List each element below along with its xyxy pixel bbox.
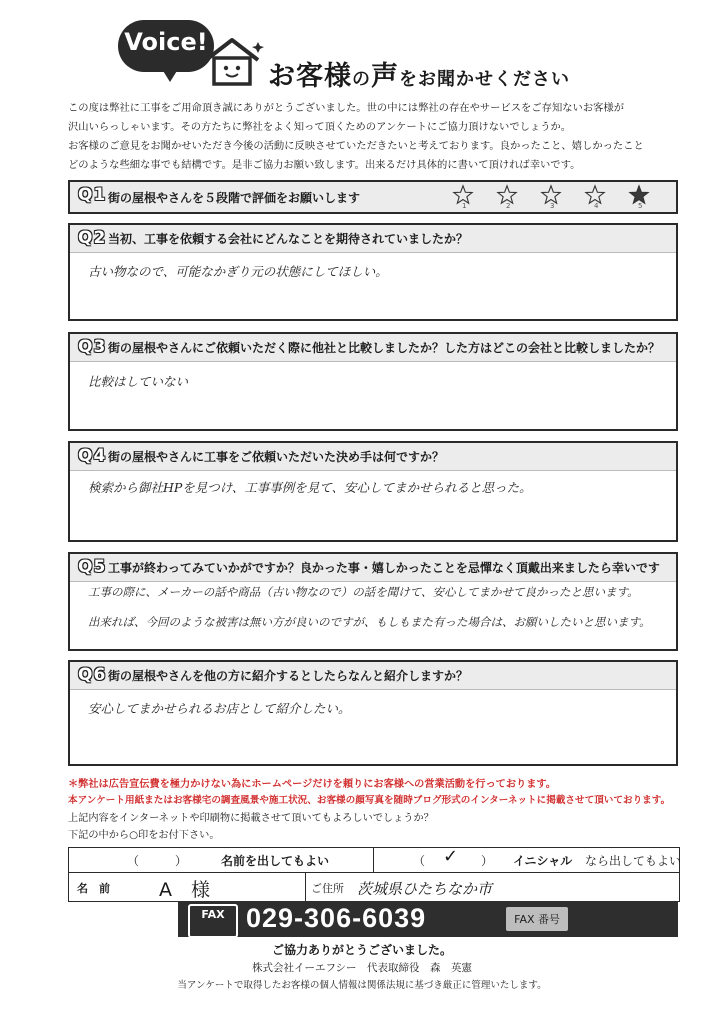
address-cell — [305, 873, 679, 901]
question-2-bar — [70, 225, 676, 253]
name-cell — [69, 873, 306, 901]
question-6-box — [68, 660, 678, 766]
fax-bar — [178, 901, 678, 937]
question-6-text: 街の屋根やさんを他の方に紹介するとしたらなんと紹介しますか？ — [108, 669, 469, 683]
customer-info-row — [69, 873, 679, 901]
option-name-cell[interactable] — [69, 848, 374, 872]
question-4-answer: 検索から御社HPを見つけ、工事事例を見て、安心してまかせられると思った。 — [88, 480, 532, 495]
question-1-number: Q1 — [78, 185, 107, 205]
option-initial-label-rest: なら出してもよい — [585, 854, 682, 868]
note-line-3: 上記内容をインターネットや印刷物に掲載させて頂いてもよろしいでしょうか？ — [68, 813, 434, 824]
star-4[interactable] — [584, 184, 606, 210]
intro-line: 沢山いらっしゃいます。その方たちに弊社をよく知って頂くためのアンケートにご協力頂けないでしょうか。 — [68, 121, 572, 133]
house-icon — [200, 36, 264, 86]
question-5-answer-line-1: 工事の際に、メーカーの話や商品（古い物なので）の話を聞けて、安心してまかせて良かったと思います。 — [88, 585, 639, 599]
question-3-number: Q3 — [78, 337, 107, 357]
question-6-number: Q6 — [78, 665, 107, 685]
star-number: 2 — [506, 202, 511, 210]
question-5-answer-line-2: 出来れば、今回のような被害は無い方が良いのですが、もしもまた有った場合は、お願いしたいと思います。 — [88, 615, 651, 629]
name-label: 名 前 — [77, 882, 110, 895]
note-line-4: 下記の中から○印をお付下さい。 — [68, 830, 220, 841]
question-3-answer: 比較はしていない — [88, 374, 189, 389]
intro-line: お客様のご意見をお聞かせいただき今後の活動に反映させていただきたいと考えております。良かったこと、嬉しかったこと — [68, 140, 644, 152]
intro-line: どのような些細な事でも結構です。是非ご協力お願い致します。出来るだけ具体的に書いて頂ければ幸いです。 — [68, 159, 581, 171]
star-3[interactable] — [540, 184, 562, 210]
option-name-paren: （ ） — [127, 854, 188, 868]
question-4-box — [68, 441, 678, 542]
star-5[interactable] — [628, 184, 650, 210]
question-4-number: Q4 — [78, 446, 107, 466]
question-1-box — [68, 180, 678, 214]
fax-icon-label: FAX — [201, 908, 225, 921]
check-mark-icon: ✓ — [443, 846, 459, 867]
option-initial-paren-close: ） — [481, 854, 494, 868]
intro-line: この度は弊社に工事をご用命頂き誠にありがとうございました。世の中には弊社の存在やサービスをご存知ないお客様が — [68, 102, 625, 114]
question-4-text: 街の屋根やさんに工事をご依頼いただいた決め手は何ですか？ — [108, 450, 445, 464]
voice-label: Voice! — [124, 28, 208, 56]
rating-stars — [452, 184, 650, 210]
fax-badge: FAX 番号 — [506, 907, 568, 931]
footer-privacy: 当アンケートで取得したお客様の個人情報は関係法規に基づき厳正に管理いたします。 — [177, 980, 547, 991]
question-5-text: 工事が終わってみていかがですか？良かった事・嬉しかったことを忌憚なく頂戴出来ましたら幸いです — [108, 561, 660, 575]
star-2[interactable] — [496, 184, 518, 210]
question-1-bar — [70, 182, 676, 212]
star-number: 5 — [638, 202, 643, 210]
option-initial-cell[interactable] — [373, 846, 682, 872]
note-red-2: 本アンケート用紙またはお客様宅の調査風景や施工状況、お客様の顔写真を随時ブログ形式のインターネットに掲載させて頂いております。 — [68, 795, 671, 806]
consent-table — [68, 847, 680, 902]
name-value: A 様 — [159, 879, 210, 901]
option-name-label: 名前を出してもよい — [221, 854, 330, 868]
star-number: 1 — [462, 202, 467, 210]
question-2-box — [68, 223, 678, 321]
question-2-number: Q2 — [78, 228, 107, 248]
question-2-text: 当初、工事を依頼する会社にどんなことを期待されていましたか？ — [108, 232, 469, 246]
question-5-box — [68, 552, 678, 651]
question-6-answer: 安心してまかせられるお店として紹介したい。 — [88, 701, 351, 716]
option-initial-paren-open: （ — [413, 854, 426, 868]
star-number: 4 — [594, 202, 599, 210]
question-5-bar — [70, 554, 676, 582]
question-2-answer: 古い物なので、可能なかぎり元の状態にしてほしい。 — [88, 264, 388, 279]
voice-bubble-tail — [160, 66, 180, 82]
fax-machine-icon — [188, 904, 238, 938]
question-3-box — [68, 332, 678, 431]
question-3-text: 街の屋根やさんにご依頼いただく際に他社と比較しましたか？した方はどこの会社と比較しましたか？ — [108, 341, 661, 355]
star-number: 3 — [550, 202, 555, 210]
page-title: お客様の声をお聞かせください — [268, 61, 570, 92]
address-label: ご住所 — [311, 882, 344, 895]
footer-company: 株式会社イーエフシー 代表取締役 森 英憲 — [251, 962, 473, 974]
question-4-bar — [70, 443, 676, 471]
star-1[interactable] — [452, 184, 474, 210]
option-initial-label-bold: イニシャル — [513, 854, 573, 868]
question-1-text: 街の屋根やさんを５段階で評価をお願いします — [108, 191, 361, 205]
footer-thanks: ご協力ありがとうございました。 — [271, 943, 452, 957]
note-red-1: ＊弊社は広告宣伝費を極力かけない為にホームページだけを頼りにお客様への営業活動を行っております。 — [68, 779, 556, 790]
question-3-bar — [70, 334, 676, 362]
fax-number: 029-306-6039 — [246, 903, 427, 933]
address-value: 茨城県ひたちなか市 — [357, 880, 493, 898]
intro-paragraph — [68, 99, 688, 175]
question-6-bar — [70, 662, 676, 690]
consent-options-row — [69, 846, 682, 873]
question-5-number: Q5 — [78, 557, 107, 577]
